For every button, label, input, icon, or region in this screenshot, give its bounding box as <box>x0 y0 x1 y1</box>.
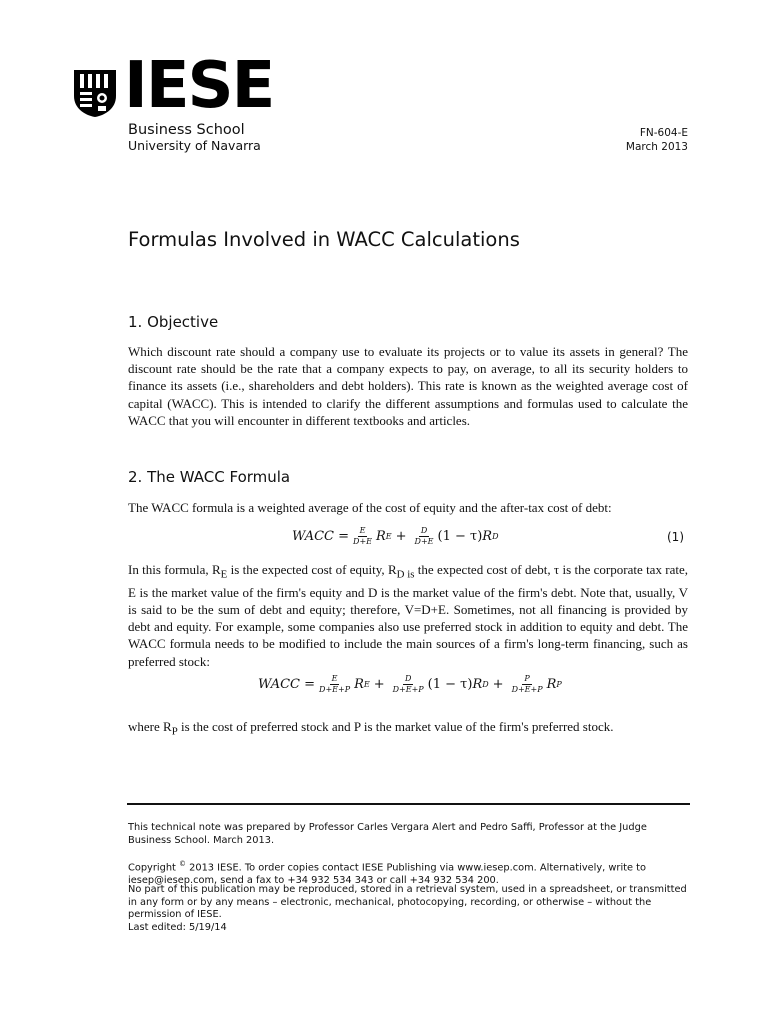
wacc-equation: WACC = $\frac{E}{D+E}$ R E + $\frac{D}{D+E}$ (1 − τ) R D <box>292 526 499 546</box>
equity-weight-fraction: $\frac{E}{D+E}$ <box>353 526 372 546</box>
copyright-notice: Copyright © 2013 IESE. To order copies contact IESE Publishing via www.iesep.com. Alternatively, write to iesep@iesep.com, send a fax to +34 932 534 343 or call +34 932 534 200. <box>128 860 646 886</box>
logo-wordmark: IESE <box>124 49 274 123</box>
preferred-stock-definition: where $R_P$ is the cost of preferred stock and P is the market value of the firm's preferred stock. <box>128 719 614 738</box>
formula-explanation-paragraph: In this formula, $R_E$ is the expected cost of equity, $R_{D is}$ the expected cost of debt, τ is the corporate tax rate, E is the market value of the firm's equity and D is the market value of the firm's debt. Note that, usually, V is said to be the sum of debt and equity; therefore, V=D+E. Sometimes, not all financing is provided by debt and equity. For example, some companies also use preferred stock in addition to equity and debt. The WACC formula needs to be modified to include the main sources of a firm's long-term financing, such as preferred stock: <box>128 562 689 669</box>
document-reference <box>626 126 688 154</box>
iese-logo <box>72 49 274 158</box>
author-note: This technical note was prepared by Professor Carles Vergara Alert and Pedro Saffi, Professor at the Judge Business School. March 2013. <box>128 822 647 846</box>
page-title: Formulas Involved in WACC Calculations <box>128 228 520 251</box>
logo-subtitle: Business School <box>128 122 245 138</box>
objective-paragraph: Which discount rate should a company use to evaluate its projects or to value its assets in general? The discount rate should be the rate that a company expects to pay, on average, to all its security holders to finance its assets (i.e., shareholders and debt holders). This rate is known as the weighted average cost of capital (WACC). This is intended to clarify the different assumptions and formulas used to calculate the WACC that you will encounter in different textbooks and articles. <box>128 344 688 428</box>
debt-weight-fraction: $\frac{D}{D+E}$ <box>414 526 434 546</box>
document-date: March 2013 <box>625 141 688 153</box>
footer-divider <box>127 803 690 805</box>
equation-lhs: WACC = <box>292 529 350 544</box>
section-heading-wacc-formula: 2. The WACC Formula <box>128 468 291 486</box>
formula-intro-paragraph: The WACC formula is a weighted average of the cost of equity and the after-tax cost of debt: <box>128 500 612 515</box>
shield-icon <box>72 68 124 118</box>
equation-number: (1) <box>667 530 684 544</box>
wacc-preferred-equation: WACC = $\frac{E}{D+E+P}$ R E + $\frac{D}{D+E+P}$ (1 − τ) R D + $\frac{P}{D+E+P}$ R P <box>258 674 562 694</box>
section-heading-objective: 1. Objective <box>128 313 219 331</box>
last-edited: Last edited: 5/19/14 <box>128 922 227 933</box>
document-code: FN-604-E <box>639 127 688 139</box>
rights-notice: No part of this publication may be reproduced, stored in a retrieval system, used in a spreadsheet, or transmitted in any form or by any means – electronic, mechanical, photocopying, recording, or otherwise – without the permission of IESE. <box>128 884 687 921</box>
logo-university: University of Navarra <box>128 138 261 153</box>
